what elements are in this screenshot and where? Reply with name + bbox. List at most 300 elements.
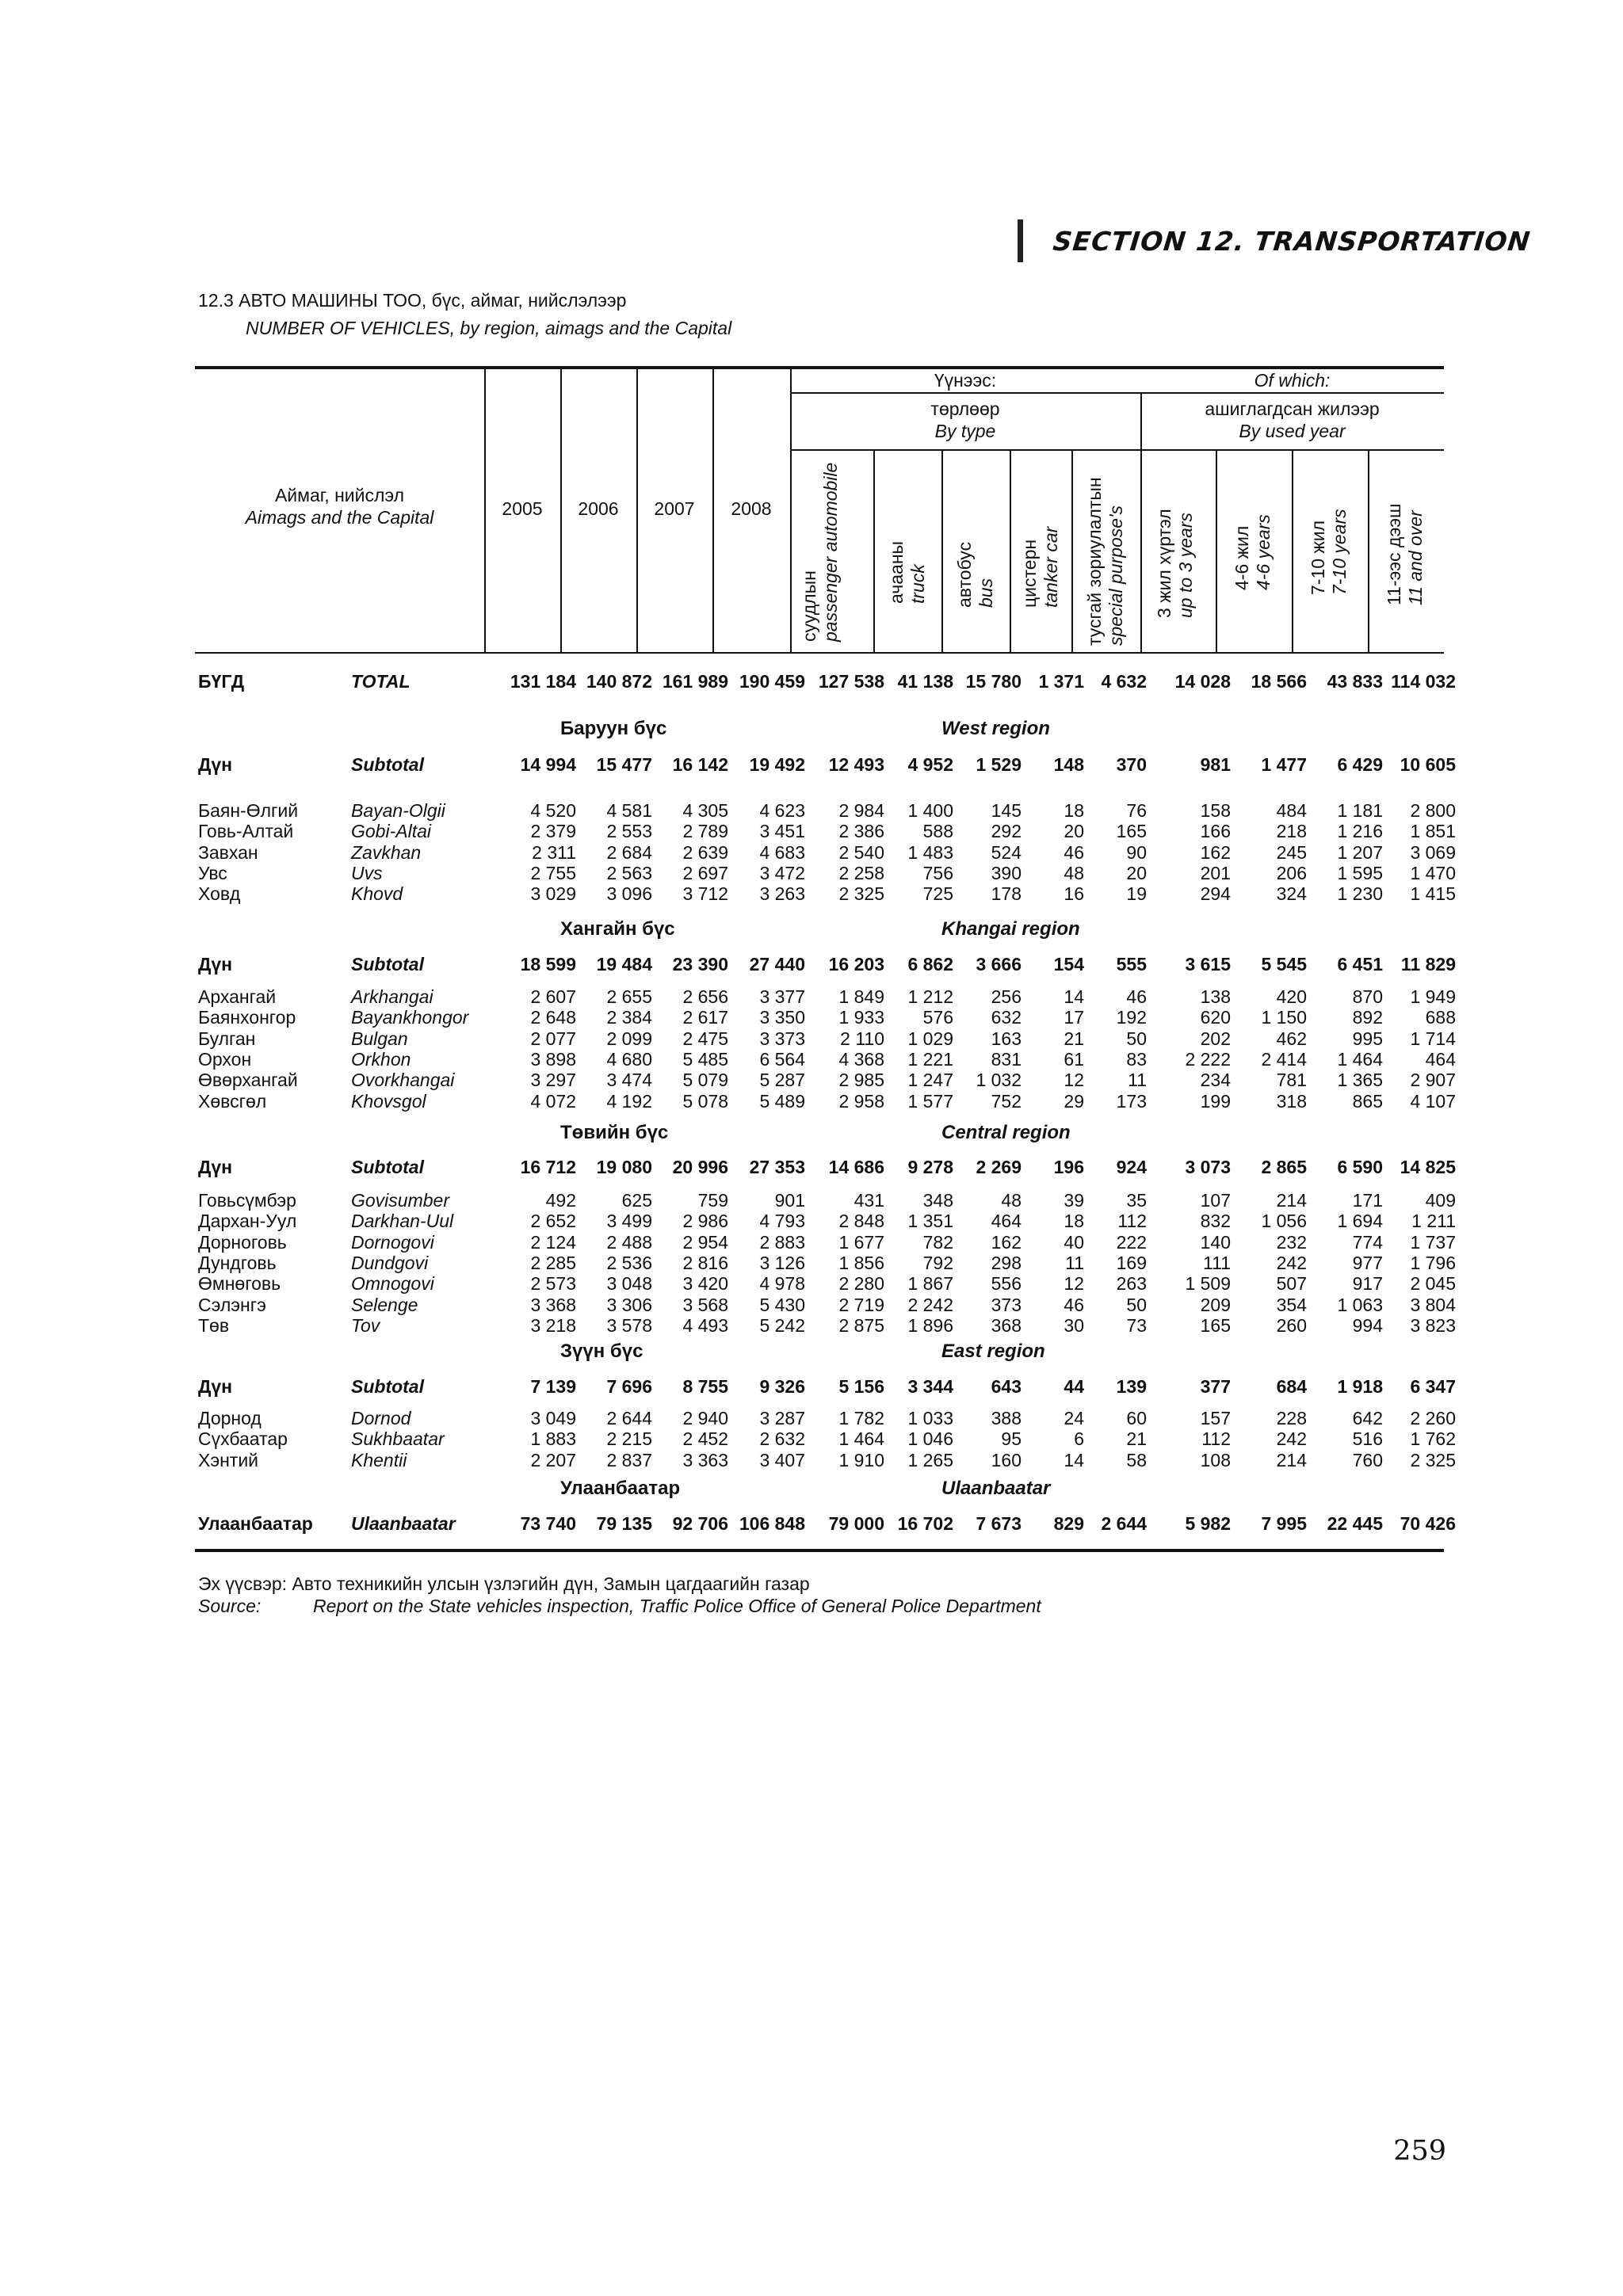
cell-value: 1 595 xyxy=(1337,863,1383,883)
cell-value: 752 xyxy=(991,1091,1022,1112)
cell-value: 4 520 xyxy=(530,800,576,821)
cell-value: 6 564 xyxy=(759,1049,805,1070)
year-header-2008: 2008 xyxy=(731,498,772,519)
of-which-rule xyxy=(790,392,1444,394)
cell-value: 232 xyxy=(1276,1232,1307,1253)
cell-value: 6 347 xyxy=(1410,1376,1456,1397)
row-label-en: Dornogovi xyxy=(351,1232,434,1253)
cell-value: 1 181 xyxy=(1337,800,1383,821)
subtotal-row xyxy=(195,754,1456,776)
cell-value: 2 848 xyxy=(838,1211,884,1231)
cell-value: 1 694 xyxy=(1337,1211,1383,1231)
cell-value: 2 325 xyxy=(838,883,884,904)
cell-value: 2 656 xyxy=(682,986,728,1007)
cell-value: 70 426 xyxy=(1400,1513,1456,1534)
cell-value: 14 994 xyxy=(520,754,576,775)
cell-value: 9 326 xyxy=(759,1376,805,1397)
row-label-en: Arkhangai xyxy=(351,986,433,1007)
aimag-row xyxy=(195,1190,1456,1211)
cell-value: 27 353 xyxy=(749,1157,805,1177)
cell-value: 2 883 xyxy=(759,1232,805,1253)
cell-value: 1 509 xyxy=(1185,1273,1231,1294)
cell-value: 3 578 xyxy=(606,1315,652,1336)
total-row xyxy=(195,671,1456,692)
row-label-en: Khentii xyxy=(351,1450,407,1470)
cell-value: 3 712 xyxy=(682,883,728,904)
cell-value: 106 848 xyxy=(739,1513,805,1534)
cell-value: 409 xyxy=(1425,1190,1456,1211)
cell-value: 3 069 xyxy=(1410,842,1456,863)
cell-value: 2 414 xyxy=(1261,1049,1307,1070)
cell-value: 3 287 xyxy=(759,1408,805,1428)
cell-value: 2 958 xyxy=(838,1091,884,1112)
row-label-en: Gobi-Altai xyxy=(351,821,431,841)
cell-value: 260 xyxy=(1276,1315,1307,1336)
row-label-en: Subtotal xyxy=(351,754,424,775)
cell-value: 50 xyxy=(1126,1295,1147,1315)
cell-value: 388 xyxy=(991,1408,1022,1428)
cell-value: 114 032 xyxy=(1391,671,1456,692)
cell-value: 2 573 xyxy=(530,1273,576,1294)
cell-value: 4 305 xyxy=(682,800,728,821)
cell-value: 2 379 xyxy=(530,821,576,841)
cell-value: 420 xyxy=(1276,986,1307,1007)
cell-value: 1 150 xyxy=(1261,1007,1307,1028)
region-name-en: Khangai region xyxy=(941,918,1080,940)
cell-value: 3 297 xyxy=(530,1070,576,1090)
cell-value: 162 xyxy=(1200,842,1231,863)
aimag-row xyxy=(195,1273,1456,1295)
header-bottom-rule xyxy=(195,652,1444,654)
cell-value: 20 xyxy=(1064,821,1084,841)
cell-value: 7 139 xyxy=(530,1376,576,1397)
cell-value: 40 xyxy=(1064,1232,1084,1253)
cell-value: 6 862 xyxy=(907,954,953,974)
region-name-en: Ulaanbaatar xyxy=(941,1478,1051,1499)
cell-value: 46 xyxy=(1064,1295,1084,1315)
region-name-en: Central region xyxy=(941,1122,1071,1143)
type-header-passenger-en: passenger automobile xyxy=(820,462,841,642)
cell-value: 2 553 xyxy=(606,821,652,841)
section-title: SECTION 12. TRANSPORTATION xyxy=(1051,225,1533,257)
cell-value: 2 697 xyxy=(682,863,728,883)
cell-value: 95 xyxy=(1001,1428,1022,1449)
cell-value: 2 536 xyxy=(606,1253,652,1273)
cell-value: 2 488 xyxy=(606,1232,652,1253)
cell-value: 58 xyxy=(1126,1450,1147,1470)
table-bottom-rule xyxy=(195,1549,1444,1552)
cell-value: 917 xyxy=(1352,1273,1383,1294)
cell-value: 201 xyxy=(1200,863,1231,883)
cell-value: 3 666 xyxy=(976,954,1022,974)
cell-value: 242 xyxy=(1276,1428,1307,1449)
cell-value: 14 xyxy=(1064,1450,1084,1470)
row-label-en: Ovorkhangai xyxy=(351,1070,455,1090)
year-header-2007: 2007 xyxy=(654,498,695,519)
cell-value: 263 xyxy=(1116,1273,1147,1294)
subtotal-row xyxy=(195,1376,1456,1398)
cell-value: 1 529 xyxy=(976,754,1022,775)
row-label-mn: Дундговь xyxy=(198,1253,277,1273)
aimag-row xyxy=(195,883,1456,905)
row-label-mn: Дорноговь xyxy=(198,1232,287,1253)
aimag-row xyxy=(195,821,1456,842)
source-mn: Эх үүсвэр: Авто техникийн улсын үзлэгийн дүн, Замын цагдаагийн газар xyxy=(198,1573,810,1594)
cell-value: 60 xyxy=(1126,1408,1147,1428)
cell-value: 19 492 xyxy=(749,754,805,775)
cell-value: 292 xyxy=(991,821,1022,841)
aimag-row xyxy=(195,842,1456,864)
cell-value: 154 xyxy=(1053,954,1084,974)
cell-value: 1 896 xyxy=(907,1315,953,1336)
cell-value: 2 800 xyxy=(1410,800,1456,821)
cell-value: 1 464 xyxy=(1337,1049,1383,1070)
cell-value: 5 430 xyxy=(759,1295,805,1315)
region-name-mn: Хангайн бүс xyxy=(560,918,675,940)
cell-value: 4 632 xyxy=(1101,671,1147,692)
cell-value: 228 xyxy=(1276,1408,1307,1428)
cell-value: 2 984 xyxy=(838,800,884,821)
cell-value: 3 048 xyxy=(606,1273,652,1294)
cell-value: 5 982 xyxy=(1185,1513,1231,1534)
cell-value: 2 639 xyxy=(682,842,728,863)
used-header-0-3: 3 жил хүртэл up to 3 years xyxy=(1154,509,1196,618)
cell-value: 4 793 xyxy=(759,1211,805,1231)
aimag-row xyxy=(195,1211,1456,1232)
cell-value: 981 xyxy=(1200,754,1231,775)
cell-value: 1 677 xyxy=(838,1232,884,1253)
cell-value: 18 566 xyxy=(1251,671,1307,692)
cell-value: 1 216 xyxy=(1337,821,1383,841)
cell-value: 1 056 xyxy=(1261,1211,1307,1231)
row-label-mn: Хөвсгөл xyxy=(198,1091,267,1112)
cell-value: 16 142 xyxy=(672,754,728,775)
row-label-en: Dundgovi xyxy=(351,1253,429,1273)
row-label-en: Zavkhan xyxy=(351,842,422,863)
cell-value: 169 xyxy=(1116,1253,1147,1273)
year-header-2006: 2006 xyxy=(578,498,619,519)
cell-value: 2 755 xyxy=(530,863,576,883)
row-label-mn: Архангай xyxy=(198,986,277,1007)
cell-value: 3 377 xyxy=(759,986,805,1007)
cell-value: 3 823 xyxy=(1410,1315,1456,1336)
cell-value: 2 311 xyxy=(532,842,576,863)
aimag-row xyxy=(195,986,1456,1008)
cell-value: 1 464 xyxy=(838,1428,884,1449)
cell-value: 1 033 xyxy=(907,1408,953,1428)
cell-value: 158 xyxy=(1200,800,1231,821)
cell-value: 1 221 xyxy=(907,1049,953,1070)
cell-value: 17 xyxy=(1064,1007,1084,1028)
row-label-mn: Завхан xyxy=(198,842,258,863)
cell-value: 18 xyxy=(1064,1211,1084,1231)
row-label-mn: Дүн xyxy=(198,754,233,775)
cell-value: 1 737 xyxy=(1410,1232,1456,1253)
cell-value: 222 xyxy=(1116,1232,1147,1253)
cell-value: 2 954 xyxy=(682,1232,728,1253)
cell-value: 242 xyxy=(1276,1253,1307,1273)
cell-value: 2 789 xyxy=(682,821,728,841)
cell-value: 2 644 xyxy=(606,1408,652,1428)
cell-value: 781 xyxy=(1276,1070,1307,1090)
cell-value: 2 986 xyxy=(682,1211,728,1231)
cell-value: 4 192 xyxy=(606,1091,652,1112)
cell-value: 2 684 xyxy=(606,842,652,863)
region-name-mn: Баруун бүс xyxy=(560,718,667,739)
cell-value: 166 xyxy=(1200,821,1231,841)
row-label-mn: Баянхонгор xyxy=(198,1007,296,1028)
cell-value: 171 xyxy=(1352,1190,1383,1211)
cell-value: 163 xyxy=(991,1028,1022,1049)
cell-value: 20 xyxy=(1126,863,1147,883)
row-label-mn: Орхон xyxy=(198,1049,252,1070)
cell-value: 39 xyxy=(1064,1190,1084,1211)
cell-value: 588 xyxy=(922,821,953,841)
cell-value: 7 995 xyxy=(1261,1513,1307,1534)
cell-value: 1 470 xyxy=(1410,863,1456,883)
aimag-row xyxy=(195,863,1456,884)
cell-value: 11 829 xyxy=(1400,954,1456,974)
aimag-column-header: Аймаг, нийслэл Aimags and the Capital xyxy=(245,485,434,528)
cell-value: 1 762 xyxy=(1410,1428,1456,1449)
cell-value: 370 xyxy=(1116,754,1147,775)
cell-value: 3 263 xyxy=(759,883,805,904)
cell-value: 368 xyxy=(991,1315,1022,1336)
cell-value: 139 xyxy=(1116,1376,1147,1397)
cell-value: 829 xyxy=(1053,1513,1084,1534)
cell-value: 5 079 xyxy=(682,1070,728,1090)
source-en: Report on the State vehicles inspection, Traffic Police Office of General Police Department xyxy=(313,1596,1041,1616)
row-label-mn: Дархан-Уул xyxy=(198,1211,297,1231)
cell-value: 1 032 xyxy=(976,1070,1022,1090)
cell-value: 29 xyxy=(1064,1091,1084,1112)
cell-value: 16 xyxy=(1064,883,1084,904)
cell-value: 2 258 xyxy=(838,863,884,883)
cell-value: 16 203 xyxy=(828,954,884,974)
cell-value: 2 563 xyxy=(606,863,652,883)
cell-value: 1 933 xyxy=(838,1007,884,1028)
cell-value: 390 xyxy=(991,863,1022,883)
cell-value: 924 xyxy=(1116,1157,1147,1177)
cell-value: 831 xyxy=(991,1049,1022,1070)
cell-value: 348 xyxy=(922,1190,953,1211)
cell-value: 3 049 xyxy=(530,1408,576,1428)
aimag-row xyxy=(195,1253,1456,1274)
cell-value: 1 796 xyxy=(1410,1253,1456,1273)
aimag-row xyxy=(195,1007,1456,1028)
cell-value: 16 712 xyxy=(520,1157,576,1177)
cell-value: 165 xyxy=(1116,821,1147,841)
cell-value: 3 568 xyxy=(682,1295,728,1315)
cell-value: 774 xyxy=(1352,1232,1383,1253)
section-header-bar xyxy=(1018,219,1023,262)
cell-value: 298 xyxy=(991,1253,1022,1273)
row-label-mn: Дүн xyxy=(198,1376,233,1397)
cell-value: 2 045 xyxy=(1410,1273,1456,1294)
region-name-mn: Улаанбаатар xyxy=(560,1478,681,1499)
row-label-mn: Увс xyxy=(198,863,227,883)
cell-value: 178 xyxy=(991,883,1022,904)
cell-value: 112 xyxy=(1201,1428,1231,1449)
cell-value: 892 xyxy=(1352,1007,1383,1028)
cell-value: 2 865 xyxy=(1261,1157,1307,1177)
cell-value: 3 373 xyxy=(759,1028,805,1049)
cell-value: 2 648 xyxy=(530,1007,576,1028)
cell-value: 760 xyxy=(1352,1450,1383,1470)
cell-value: 5 242 xyxy=(759,1315,805,1336)
cell-value: 1 265 xyxy=(907,1450,953,1470)
cell-value: 725 xyxy=(922,883,953,904)
vehicles-table xyxy=(195,366,1456,1552)
cell-value: 1 867 xyxy=(907,1273,953,1294)
cell-value: 2 617 xyxy=(682,1007,728,1028)
cell-value: 35 xyxy=(1126,1190,1147,1211)
cell-value: 576 xyxy=(922,1007,953,1028)
cell-value: 643 xyxy=(991,1376,1022,1397)
row-label-en: Bulgan xyxy=(351,1028,408,1049)
cell-value: 2 384 xyxy=(606,1007,652,1028)
cell-value: 1 949 xyxy=(1410,986,1456,1007)
cell-value: 73 xyxy=(1126,1315,1147,1336)
cell-value: 12 493 xyxy=(828,754,884,775)
cell-value: 6 451 xyxy=(1337,954,1383,974)
row-label-en: Ulaanbaatar xyxy=(351,1513,456,1534)
row-label-en: Khovsgol xyxy=(351,1091,426,1112)
cell-value: 2 644 xyxy=(1101,1513,1147,1534)
region-name-mn: Зүүн бүс xyxy=(560,1341,643,1362)
cell-value: 1 849 xyxy=(838,986,884,1007)
of-which-en: Of which: xyxy=(1254,370,1331,391)
cell-value: 632 xyxy=(991,1007,1022,1028)
cell-value: 1 212 xyxy=(907,986,953,1007)
cell-value: 2 940 xyxy=(682,1408,728,1428)
cell-value: 108 xyxy=(1200,1450,1231,1470)
cell-value: 1 883 xyxy=(530,1428,576,1449)
cell-value: 3 073 xyxy=(1185,1157,1231,1177)
cell-value: 127 538 xyxy=(818,671,884,692)
cell-value: 2 475 xyxy=(682,1028,728,1049)
cell-value: 3 472 xyxy=(759,863,805,883)
cell-value: 11 xyxy=(1065,1253,1084,1273)
cell-value: 3 344 xyxy=(907,1376,953,1397)
cell-value: 3 306 xyxy=(606,1295,652,1315)
aimag-row xyxy=(195,1408,1456,1429)
cell-value: 2 386 xyxy=(838,821,884,841)
cell-value: 1 371 xyxy=(1038,671,1084,692)
cell-value: 234 xyxy=(1200,1070,1231,1090)
cell-value: 3 029 xyxy=(530,883,576,904)
by-year-header: ашиглагдсан жилээр By used year xyxy=(1205,399,1380,441)
cell-value: 524 xyxy=(991,842,1022,863)
subtotal-row xyxy=(195,954,1456,975)
row-label-en: Subtotal xyxy=(351,954,424,974)
cell-value: 3 407 xyxy=(759,1450,805,1470)
cell-value: 15 477 xyxy=(596,754,652,775)
cell-value: 8 755 xyxy=(682,1376,728,1397)
cell-value: 165 xyxy=(1200,1315,1231,1336)
capital-row xyxy=(195,1513,1456,1535)
cell-value: 4 107 xyxy=(1410,1091,1456,1112)
cell-value: 1 365 xyxy=(1337,1070,1383,1090)
cell-value: 4 623 xyxy=(759,800,805,821)
cell-value: 43 833 xyxy=(1327,671,1383,692)
row-label-en: Sukhbaatar xyxy=(351,1428,445,1449)
aimag-row xyxy=(195,1295,1456,1316)
cell-value: 3 499 xyxy=(606,1211,652,1231)
cell-value: 3 096 xyxy=(606,883,652,904)
cell-value: 14 686 xyxy=(828,1157,884,1177)
cell-value: 46 xyxy=(1064,842,1084,863)
row-label-en: Khovd xyxy=(351,883,403,904)
row-label-en: Selenge xyxy=(351,1295,418,1315)
cell-value: 18 599 xyxy=(520,954,576,974)
row-label-en: Orkhon xyxy=(351,1049,411,1070)
cell-value: 2 632 xyxy=(759,1428,805,1449)
cell-value: 50 xyxy=(1126,1028,1147,1049)
cell-value: 111 xyxy=(1203,1253,1231,1273)
row-label-mn: Төв xyxy=(198,1315,230,1336)
cell-value: 2 325 xyxy=(1410,1450,1456,1470)
cell-value: 1 856 xyxy=(838,1253,884,1273)
cell-value: 1 211 xyxy=(1411,1211,1456,1231)
cell-value: 492 xyxy=(545,1190,576,1211)
cell-value: 2 207 xyxy=(530,1450,576,1470)
cell-value: 4 683 xyxy=(759,842,805,863)
cell-value: 19 484 xyxy=(596,954,652,974)
cell-value: 2 985 xyxy=(838,1070,884,1090)
row-label-mn: Дүн xyxy=(198,954,233,974)
cell-value: 245 xyxy=(1276,842,1307,863)
cell-value: 2 452 xyxy=(682,1428,728,1449)
cell-value: 214 xyxy=(1276,1450,1307,1470)
type-header-bus: автобус bus xyxy=(954,542,996,608)
cell-value: 2 260 xyxy=(1410,1408,1456,1428)
row-label-mn: Дүн xyxy=(198,1157,233,1177)
cell-value: 12 xyxy=(1064,1070,1084,1090)
cell-value: 3 804 xyxy=(1410,1295,1456,1315)
cell-value: 994 xyxy=(1352,1315,1383,1336)
cell-value: 1 247 xyxy=(907,1070,953,1090)
cell-value: 1 483 xyxy=(907,842,953,863)
cell-value: 5 545 xyxy=(1261,954,1307,974)
cell-value: 2 124 xyxy=(530,1232,576,1253)
cell-value: 4 952 xyxy=(907,754,953,775)
row-label-mn: Баян-Өлгий xyxy=(198,800,299,821)
cell-value: 19 xyxy=(1126,883,1147,904)
source-label: Source: xyxy=(198,1596,262,1616)
cell-value: 73 740 xyxy=(520,1513,576,1534)
row-label-en: Omnogovi xyxy=(351,1273,434,1294)
cell-value: 620 xyxy=(1200,1007,1231,1028)
cell-value: 2 077 xyxy=(530,1028,576,1049)
cell-value: 2 816 xyxy=(682,1253,728,1273)
cell-value: 107 xyxy=(1200,1190,1231,1211)
cell-value: 4 978 xyxy=(759,1273,805,1294)
cell-value: 23 390 xyxy=(672,954,728,974)
type-header-passenger: суудлын passenger automobile xyxy=(799,462,841,642)
cell-value: 865 xyxy=(1352,1091,1383,1112)
row-label-mn: Хэнтий xyxy=(198,1450,259,1470)
cell-value: 324 xyxy=(1276,883,1307,904)
subtotal-row xyxy=(195,1157,1456,1178)
cell-value: 870 xyxy=(1352,986,1383,1007)
cell-value: 756 xyxy=(922,863,953,883)
cell-value: 901 xyxy=(774,1190,805,1211)
cell-value: 2 110 xyxy=(840,1028,884,1049)
cell-value: 1 910 xyxy=(838,1450,884,1470)
cell-value: 782 xyxy=(922,1232,953,1253)
cell-value: 625 xyxy=(621,1190,652,1211)
